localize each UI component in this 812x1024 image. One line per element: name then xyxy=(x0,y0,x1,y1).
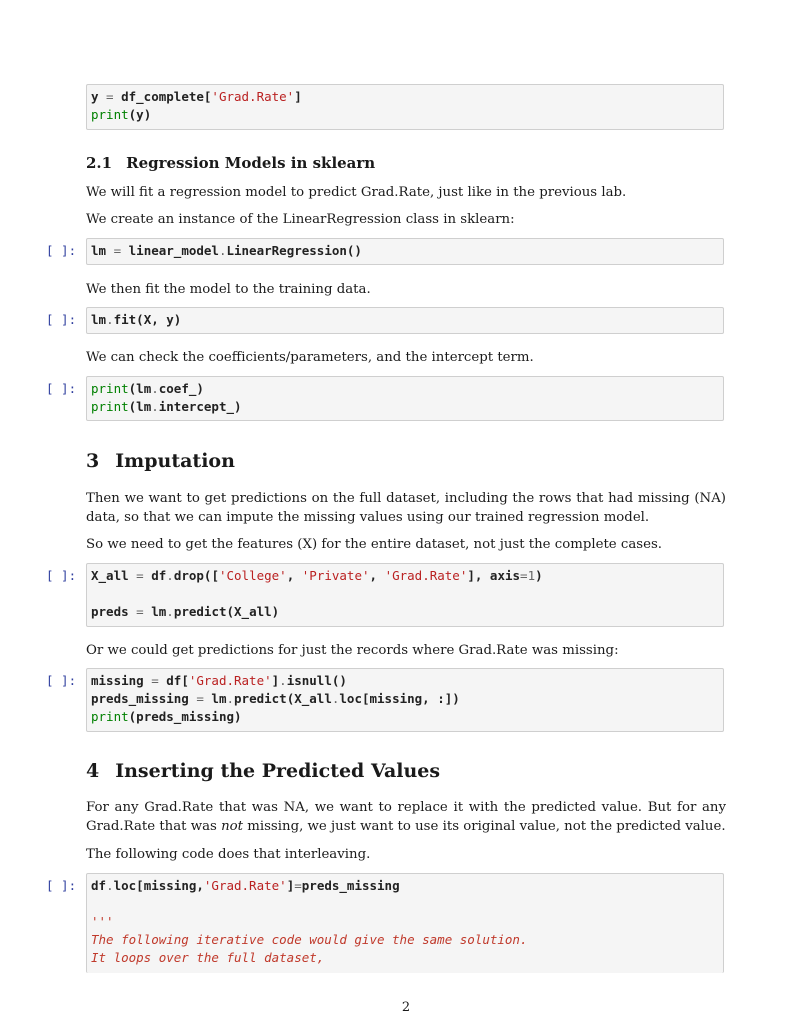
code-cell-coef[interactable] xyxy=(86,376,724,421)
code-line: print(lm.coef_) xyxy=(91,381,204,396)
paragraph: We then fit the model to the training data. xyxy=(86,282,371,297)
section-heading-3: 3 Imputation xyxy=(86,450,235,472)
code-cell-loc[interactable] xyxy=(86,873,724,973)
code-line: lm = linear_model.LinearRegression() xyxy=(91,243,362,258)
code-line: df.loc[missing,'Grad.Rate']=preds_missing xyxy=(91,878,400,893)
cell-prompt: [ ]: xyxy=(46,673,77,688)
code-line: print(lm.intercept_) xyxy=(91,399,242,414)
paragraph: Then we want to get predictions on the full dataset, including the rows that had missing (NA) data, so that we can impute the missing values using our trained regression model. xyxy=(86,491,726,525)
code-line: It loops over the full dataset, xyxy=(91,950,325,965)
paragraph: We can check the coefficients/parameters, and the intercept term. xyxy=(86,350,534,365)
cell-prompt: [ ]: xyxy=(46,381,77,396)
paragraph: We will fit a regression model to predict Grad.Rate, just like in the previous lab. xyxy=(86,185,627,200)
code-line: missing = df['Grad.Rate'].isnull() xyxy=(91,673,347,688)
code-line: y = df_complete['Grad.Rate'] xyxy=(91,89,302,104)
code-line: The following iterative code would give the same solution. xyxy=(91,932,528,947)
cell-prompt: [ ]: xyxy=(46,243,77,258)
code-cell-lm[interactable] xyxy=(86,238,724,265)
code-line: preds = lm.predict(X_all) xyxy=(91,604,280,619)
cell-prompt: [ ]: xyxy=(46,312,77,327)
code-cell-fit[interactable] xyxy=(86,307,724,334)
paragraph: The following code does that interleaving. xyxy=(86,847,371,862)
code-line: ''' xyxy=(91,914,114,929)
paragraph: So we need to get the features (X) for the entire dataset, not just the complete cases. xyxy=(86,537,663,552)
code-cell-missing[interactable] xyxy=(86,668,724,732)
cell-prompt: [ ]: xyxy=(46,878,77,893)
code-cell-y[interactable] xyxy=(86,84,724,130)
code-cell-xall[interactable] xyxy=(86,563,724,627)
paragraph: We create an instance of the LinearRegression class in sklearn: xyxy=(86,212,515,227)
code-line: lm.fit(X, y) xyxy=(91,312,182,327)
page-number: 2 xyxy=(401,1000,411,1015)
code-line: preds_missing = lm.predict(X_all.loc[missing, :]) xyxy=(91,691,460,706)
section-heading-2-1: 2.1 Regression Models in sklearn xyxy=(86,154,376,172)
paragraph: For any Grad.Rate that was NA, we want to replace it with the predicted value. But for any Grad.Rate that was not missing, we just want to use its original value, not the predicted value. xyxy=(86,800,726,834)
paragraph: Or we could get predictions for just the records where Grad.Rate was missing: xyxy=(86,643,619,658)
code-line: print(preds_missing) xyxy=(91,709,242,724)
code-line: X_all = df.drop(['College', 'Private', 'Grad.Rate'], axis=1) xyxy=(91,568,543,583)
code-line: print(y) xyxy=(91,107,152,122)
section-heading-4: 4 Inserting the Predicted Values xyxy=(86,760,441,782)
cell-prompt: [ ]: xyxy=(46,568,77,583)
